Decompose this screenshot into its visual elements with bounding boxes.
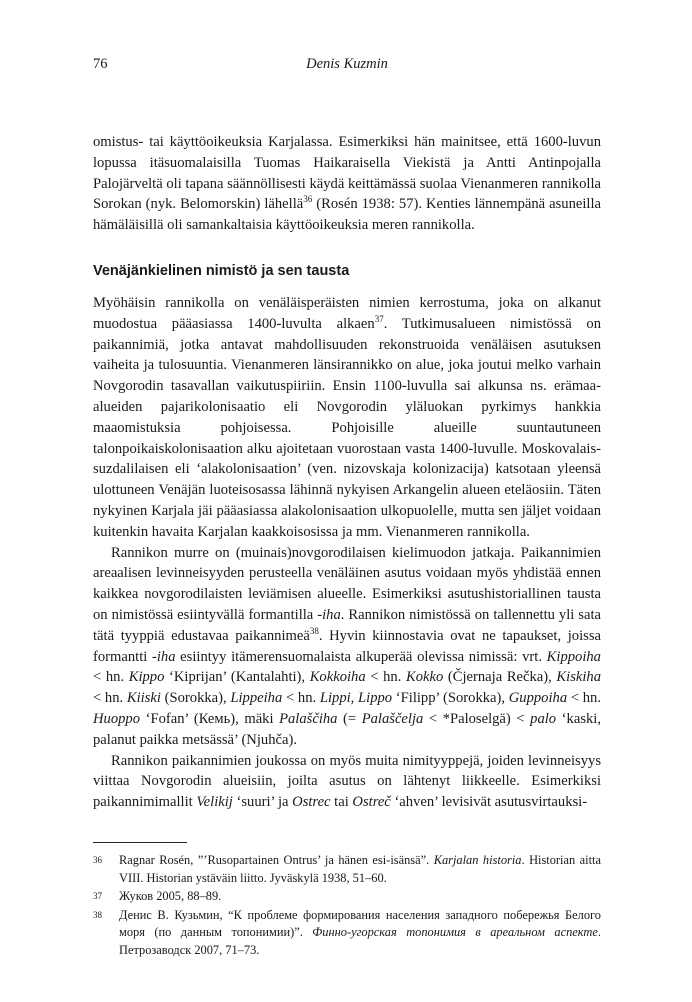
section-heading: Venäjänkielinen nimistö ja sen tausta [93,263,350,279]
footnote-ref-36[interactable]: 36 [303,194,313,205]
main-body [93,293,601,813]
paragraph-1 [93,132,601,236]
text-run: ‘ahven’ levisivät asutusvirtauksi- [390,794,588,811]
text-run: < hn. [365,669,406,686]
italic-term: Guppoiha [508,690,568,707]
text-run: (= [337,710,362,727]
italic-term: Kokko [405,669,444,686]
text-run: < hn. [567,690,601,707]
italic-title: Финно-угорская топонимия в ареальном аспекте [312,925,598,939]
text-run: < hn. [93,669,129,686]
text-run: ‘kaski, palanut paikka metsässä’ (Njuhča). [93,710,601,748]
page-number: 76 [93,56,108,72]
text-run: ‘Filipp’ (Sorokka), [392,690,509,707]
italic-term: -iha [317,606,341,623]
footnote-text [119,852,601,887]
italic-term: -iha [151,648,176,665]
footnote-divider [93,842,187,843]
footnote-ref-37[interactable]: 37 [374,313,384,324]
text-run: Ragnar Rosén, ”’Rusopartainen Ontrus’ ja hänen esi-isänsä”. [119,853,434,867]
text-run: Денис В. Кузьмин, “К проблеме формирования населения западного побережья Белого моря (по данным топонимии)”. [119,907,601,939]
footnote-number: 37 [93,891,102,901]
text-run: Rannikon paikannimien joukossa on myös muita nimityyppejä, joiden levinneisyys viittaa Novgorodin alueisiin, joilta asutus on lähtenyt liikkeelle. Esimerkiksi paikannimimallit [93,752,601,811]
text-run: ‘suuri’ ja [232,794,293,811]
text-run: omistus- tai käyttöoikeuksia Karjalassa. Esimerkiksi hän mainitsee, että 1600-luvun lopussa itäsuomalaisilla Tuomas Haikaraisella Viekistä ja Antti Antinpojalla Palojärveltä oli tapana säännöllisesti käydä keittämässä suolaa Vienanmeren rannikolla Sorokan (nyk. Belomorskin) lähellä [93,134,601,213]
paragraph-3 [93,543,601,751]
italic-term: Palaščelja [361,710,424,727]
italic-term: Ostreč [352,794,391,811]
text-run: Жуков 2005, 88–89. [119,889,222,903]
italic-term: Kiiski [126,690,161,707]
italic-term: Huoppo [93,710,141,727]
italic-term: palo [530,710,557,727]
italic-title: Karjalan historia [433,853,522,867]
italic-term: Kippoiha [546,648,601,665]
footnotes [93,852,601,960]
italic-term: Ostrec [292,794,331,811]
text-run: tai [330,794,353,811]
page-header [93,56,601,76]
italic-term: Lippeiha [230,690,283,707]
text-run: ‘Kiprijan’ (Kantalahti), [164,669,310,686]
footnote-37 [93,888,601,906]
footnote-36 [93,852,601,887]
footnote-38 [93,907,601,960]
text-run: . Historian aitta VIII. Historian ystäväin liitto. Jyväskylä 1938, 51–60. [119,853,601,885]
footnote-text [119,907,601,960]
text-run: (Čjernaja Rečka), [443,669,557,686]
paragraph-2 [93,293,601,543]
footnote-text [119,888,601,906]
text-run: ‘Fofan’ (Кемь), mäki [140,710,280,727]
text-run: (Sorokka), [160,690,231,707]
text-run: < hn. [282,690,320,707]
italic-term: Kokkoiha [309,669,366,686]
italic-term: Lippi, Lippo [319,690,393,707]
text-run: esiintyy itämerensuomalaista alkuperää olevissa nimissä: vrt. [175,648,547,665]
footnote-number: 36 [93,855,102,865]
text-run: < hn. [93,690,127,707]
text-run: Myöhäisin rannikolla on venäläisperäisten nimien kerrostuma, joka on alkanut muodostua pääasiassa 1400-luvulta alkaen [93,295,601,332]
paragraph-intro [93,132,601,236]
text-run: . Rannikon nimistössä on tallennettu yli sata tätä tyyppiä edustavaa paikannimeä [93,606,601,644]
text-run: . Hyvin kiinnostavia ovat ne tapaukset, joissa formantti [93,627,601,665]
italic-term: Kiskiha [556,669,601,686]
text-run: Rannikon murre on (muinais)novgorodilaisen kielimuodon jatkaja. Paikannimien areaalisen levinneisyyden perusteella venäläinen asutus voidaan myös yhdistää ennen kaikkea novgorodilaisten leviämisen alueelle. Esimerkiksi asutushistoriallinen tausta on nimistössä esiintyvällä formantilla [93,544,601,623]
running-head: Denis Kuzmin [306,56,388,72]
text-run: . Tutkimusalueen nimistössä on paikannimiä, jotka antavat mahdollisuuden rekonstruoida venäläisen asutuksen vaiheita ja tulosuuntia. Vienanmeren länsirannikko on alue, joka joutui melko varhain Novgorodin tasavallan vaikutuspiiriin. Ensin 1100-luvulla sai alkunsa ns. erämaa-alueiden pajarikolonisaatio eli Novgorodin yläluokan pyrkimys hankkia maaomistuksia pohjoisessa. Pohjoisille alueille suuntautuneen talonpoikaiskolonisaation alku ajoitetaan vuorostaan vasta 1400-luvulle. Moskovalais-suzdalilaisen eli ‘alakolonisaation’ (ven. nizovskaja kolonizacija) katsotaan yleensä ulottuneen Venäjän luoteisosassa lähinnä nykyisen Arkangelin alueen eteläosiin. Täten nykyinen Karjala jäi pääasiassa alakolonisaation ulkopuolelle, mutta sen jäljet voidaan kuitenkin havaita Karjalan kaakkoisosissa ja mm. Vienanmeren rannikolla. [93,315,601,540]
italic-term: Velikij [196,794,233,811]
footnote-number: 38 [93,909,102,920]
text-run: (Rosén 1938: 57). Kenties lännempänä asuneilla hämäläisillä oli samankaltaisia käyttöoikeuksia meren rannikolla. [93,196,601,234]
text-run: < *Paloselgä) < [423,710,531,727]
text-run: . Петрозаводск 2007, 71–73. [119,925,601,957]
italic-term: Palaščiha [279,710,338,727]
footnote-ref-38[interactable]: 38 [309,625,319,636]
italic-term: Kippo [128,669,165,686]
paragraph-4 [93,751,601,813]
